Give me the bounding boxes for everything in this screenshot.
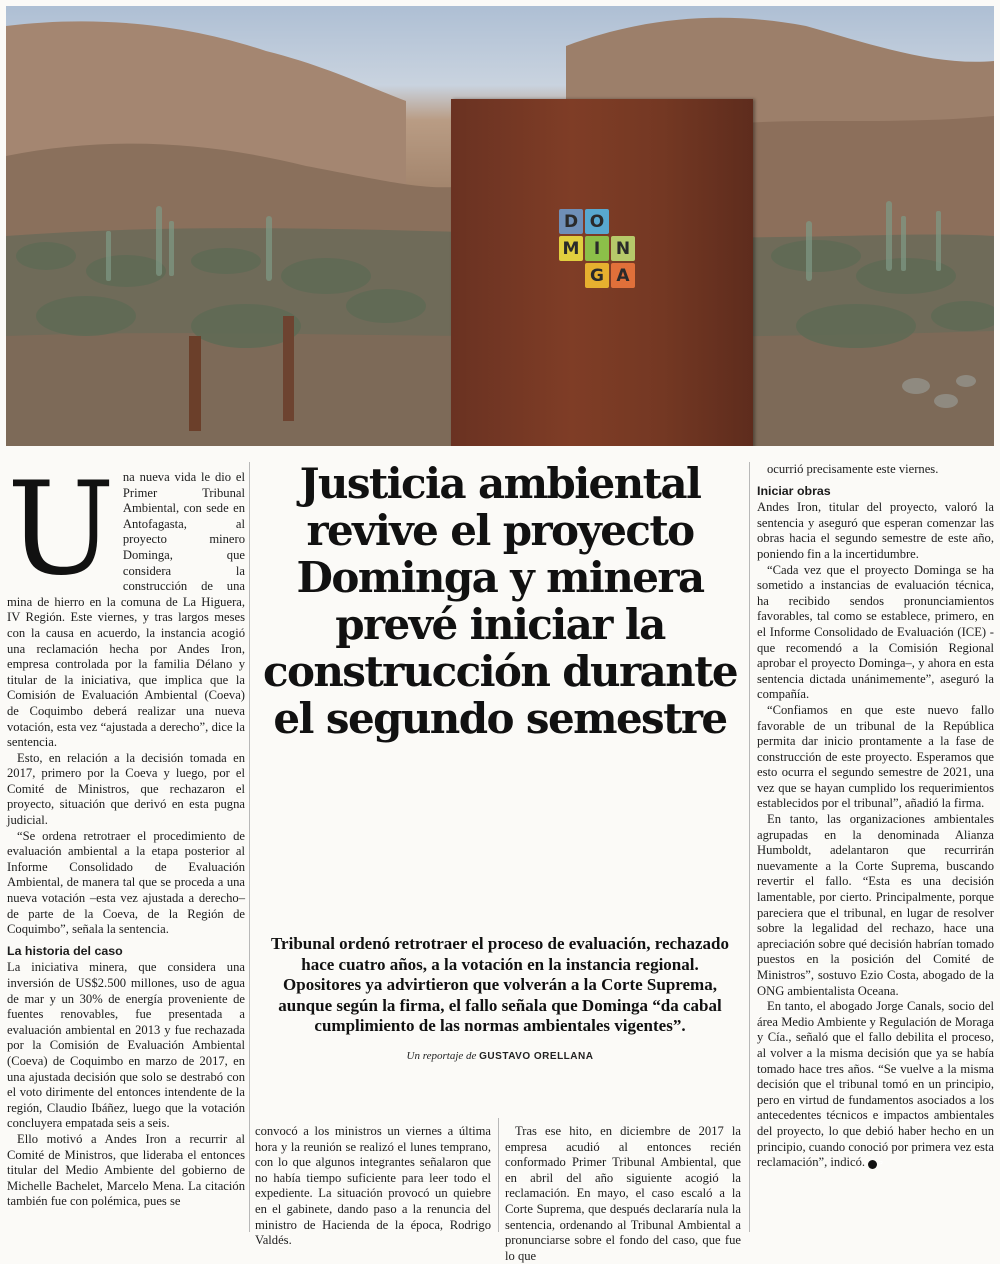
column-rule (749, 462, 750, 1232)
paragraph: La iniciativa minera, que considera una inversión de US$2.500 millones, uso de agua de mar y un 30% de energía proveniente de fuentes renovables, fue presentada a evaluación ambiental en 2013 y fue rechazada por la Comisión de Evaluación Ambiental (Coeva) de Coquimbo en marzo de 2017, en una ajustada decisión que solo se destrabó con el voto dirimente del entonces intendente de la región, Claudio Ibáñez, luego que la votación concluyera empatada seis a seis. (7, 960, 245, 1131)
dominga-logo (559, 209, 635, 288)
paragraph (757, 999, 994, 1171)
paragraph: ocurrió precisamente este viernes. (767, 462, 939, 476)
logo-tile-d: D (559, 209, 583, 234)
paragraph: Tras ese hito, en diciembre de 2017 la empresa acudió al entonces recién conformado Primer Tribunal Ambiental, que en abril del año siguiente acogió la reclamación. En mayo, el caso escaló a la Corte Suprema, que después declararía nula la sentencia, ordenando al Tribunal Ambiental a pronunciarse sobre el fondo del caso, que fue lo que (505, 1124, 741, 1263)
paragraph: Andes Iron, titular del proyecto, valoró la sentencia y aseguró que esperan comenzar las obras hacia el segundo semestre de este año, poniendo fin a la incertidumbre. (757, 500, 994, 561)
lead-paragraph (7, 455, 245, 751)
column-3 (505, 1124, 741, 1263)
paragraph: convocó a los ministros un viernes a última hora y la reunión se realizó el lunes temprano, con lo que algunos integrantes señalaron que no había tiempo suficiente para leer todo el expediente. La situación provocó un quiebre en el gabinete, dando paso a la renuncia del ministro de Hacienda de la época, Rodrigo Valdés. (255, 1124, 491, 1248)
paragraph: “Cada vez que el proyecto Dominga se ha sometido a instancias de evaluación técnica, ha recibido sendos pronunciamientos favorables, tal como se establece, primero, en el Informe Consolidado de Evaluación (ICE) -que recomendó a la Comisión Regional aprobar el proyecto Dominga–, y ahora en esta sentencia dictada unánimemente”, aseguró la compañía. (757, 562, 994, 702)
column-rule (498, 1118, 499, 1232)
paragraph: Ello motivó a Andes Iron a recurrir al Comité de Ministros, que lideraba el entonces titular del Medio Ambiente del gobierno de Michelle Bachelet, Marcelo Mena. La citación también fue con polémica, pues se (7, 1131, 245, 1209)
byline-lead: Un reportaje de (406, 1050, 477, 1062)
paragraph: “Confiamos en que este nuevo fallo favorable de un tribunal de la República permita dar inicio prontamente a la fase de construcción de este proyecto. Esperamos que esto ocurra el segundo semestre de 2021, una vez que se hayan cumplido los requerimientos establecidos por el tribunal”, añadió la firma. (757, 702, 994, 811)
headline: Justicia ambiental revive el proyecto Dominga y minera prevé iniciar la construcción durante el segundo semestre (262, 459, 737, 743)
logo-tile-m: M (559, 236, 583, 261)
logo-tile-o: O (585, 209, 609, 234)
column-2 (255, 1124, 491, 1248)
paragraph: Esto, en relación a la decisión tomada en 2017, primero por la Coeva y luego, por el Comité de Ministros, que rechazaron el proyecto, situación que derivó en esta pugna judicial. (7, 750, 245, 828)
logo-tile-a: A (611, 263, 635, 288)
byline-author: GUSTAVO ORELLANA (479, 1051, 594, 1062)
subheading: La historia del caso (7, 943, 123, 958)
logo-tile-i: I (585, 236, 609, 261)
article-photo (6, 6, 994, 446)
paragraph: “Se ordena retrotraer el procedimiento de evaluación ambiental a la etapa posterior al Informe Consolidado de Evaluación Ambiental, de manera tal que se proceda a una nueva votación –esta vez ajustada a derecho– de parte de la Coeva, de la Región de Coquimbo”, señala la sentencia. (7, 828, 245, 937)
byline (262, 1050, 738, 1062)
end-mark-icon: P (868, 1160, 877, 1169)
closing-text: En tanto, el abogado Jorge Canals, socio del área Medio Ambiente y Regulación de Moraga y Cía., señaló que el fallo debilita el proceso, al volver a la misma decisión que ya se había tomado hace tres años. “Se vuelve a la misma decisión que el tribunal tomó en un principio, pero en virtud de fundamentos asociados a los antecedentes técnicos e impactos ambientales del proyecto, lo que debió haber hecho en un principio, cuando conoció por primera vez esta reclamación”, indicó. (757, 999, 994, 1170)
drop-cap: U (7, 455, 115, 604)
subheading: Iniciar obras (757, 483, 831, 498)
column-1 (7, 455, 245, 1232)
lead-text: na nueva vida le dio el Primer Tribunal Ambiental, con sede en Antofagasta, al proyecto minero Dominga, que considera la construcción de una mina de hierro en la comuna de La Higuera, IV Región. Este viernes, y tras largos meses con la causa en acuerdo, la instancia acogió una reclamación hecha por Andes Iron, empresa controlada por la familia Délano y titular de la iniciativa, que implica que la Comisión de Evaluación Ambiental (Coeva) de Coquimbo deberá realizar una nueva votación, esta vez “ajustada a derecho”, dice la sentencia. (7, 470, 245, 750)
deck: Tribunal ordenó retrotraer el proceso de evaluación, rechazado hace cuatro años, a la votación en la instancia regional. Opositores ya advirtieron que volverán a la Corte Suprema, aunque según la firma, el fallo señala que Dominga “da cabal cumplimiento de las normas ambientales vigentes”. (270, 934, 729, 1035)
paragraph: En tanto, las organizaciones ambientales agrupadas en la denominada Alianza Humboldt, adelantaron que recurrirán nuevamente a la Corte Suprema, buscando revertir el fallo. “Esta es una decisión lamentable, por cierto. Principalmente, porque pareciera que el tribunal, en lugar de resolver sobre la legalidad del rechazo, hace una apreciación sobre qué decisión habrían tomado puestos en la posición del Comité de Ministros”, sostuvo Ezio Costa, abogado de la ONG ambientalista Oceana. (757, 812, 994, 998)
column-4 (757, 462, 994, 1232)
column-rule (249, 462, 250, 1232)
logo-tile-empty (559, 263, 583, 288)
logo-tile-g: G (585, 263, 609, 288)
logo-tile-empty (611, 209, 635, 234)
logo-tile-n: N (611, 236, 635, 261)
